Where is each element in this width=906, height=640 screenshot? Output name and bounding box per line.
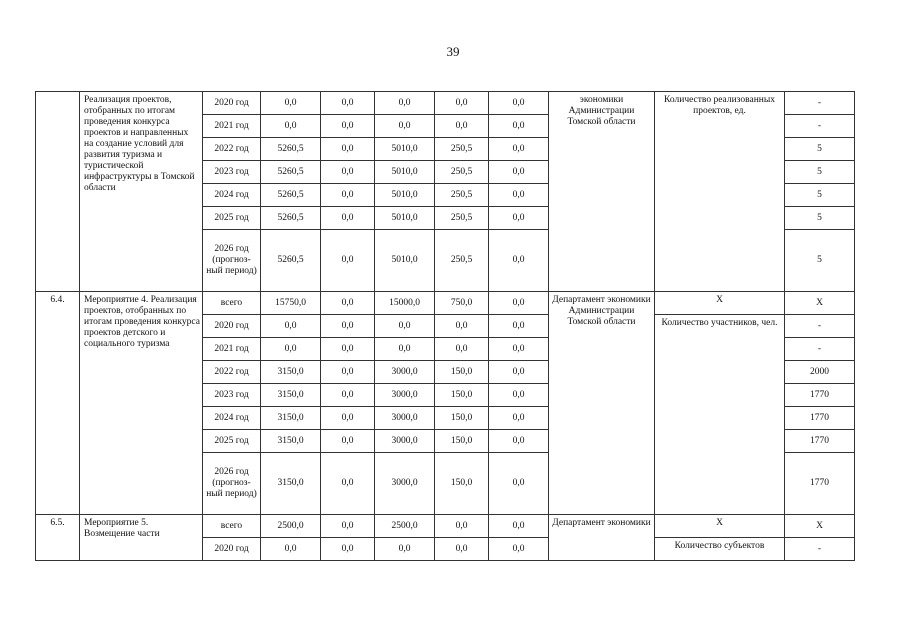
total-cell: 0,0 [261,92,321,115]
indicator-value-cell: - [785,338,855,361]
local-cell: 150,0 [435,453,489,515]
regional-cell: 5010,0 [375,184,435,207]
year-cell: всего [203,292,261,315]
federal-cell: 0,0 [321,292,375,315]
indicator-value-cell: Х [785,515,855,538]
other-cell: 0,0 [489,292,549,315]
indicator-value-cell: - [785,115,855,138]
indicator-value-cell: 1770 [785,430,855,453]
local-cell: 250,5 [435,138,489,161]
local-cell: 250,5 [435,230,489,292]
year-cell: 2020 год [203,315,261,338]
other-cell: 0,0 [489,161,549,184]
federal-cell: 0,0 [321,207,375,230]
total-cell: 0,0 [261,115,321,138]
item-number: 6.5. [36,515,80,561]
year-cell: 2020 год [203,92,261,115]
local-cell: 150,0 [435,361,489,384]
total-cell: 3150,0 [261,384,321,407]
other-cell: 0,0 [489,230,549,292]
total-cell: 5260,5 [261,161,321,184]
year-cell: 2023 год [203,161,261,184]
other-cell: 0,0 [489,538,549,561]
other-cell: 0,0 [489,184,549,207]
other-cell: 0,0 [489,361,549,384]
regional-cell: 5010,0 [375,161,435,184]
indicator-value-cell: 2000 [785,361,855,384]
indicator-cell: Количество субъектов [655,538,785,561]
indicator-value-cell: 5 [785,230,855,292]
total-cell: 3150,0 [261,407,321,430]
federal-cell: 0,0 [321,161,375,184]
local-cell: 150,0 [435,430,489,453]
year-cell: 2024 год [203,184,261,207]
other-cell: 0,0 [489,453,549,515]
local-cell: 0,0 [435,115,489,138]
indicator-value-cell: 5 [785,207,855,230]
page-number: 39 [446,44,460,59]
total-cell: 5260,5 [261,184,321,207]
item-title: Мероприятие 4. Реализация проектов, отобранных по итогам проведения конкурса проектов детского и социального туризма [80,292,203,515]
federal-cell: 0,0 [321,384,375,407]
indicator-value-cell: 5 [785,161,855,184]
federal-cell: 0,0 [321,407,375,430]
total-cell: 3150,0 [261,361,321,384]
local-cell: 0,0 [435,315,489,338]
total-cell: 2500,0 [261,515,321,538]
indicator-value-cell: 5 [785,184,855,207]
total-cell: 3150,0 [261,453,321,515]
indicator-value-cell: 5 [785,138,855,161]
other-cell: 0,0 [489,515,549,538]
local-cell: 250,5 [435,161,489,184]
item-title: Мероприятие 5. Возмещение части [80,515,203,561]
other-cell: 0,0 [489,92,549,115]
federal-cell: 0,0 [321,430,375,453]
regional-cell: 0,0 [375,338,435,361]
year-cell: 2023 год [203,384,261,407]
federal-cell: 0,0 [321,92,375,115]
regional-cell: 15000,0 [375,292,435,315]
total-cell: 15750,0 [261,292,321,315]
other-cell: 0,0 [489,338,549,361]
regional-cell: 5010,0 [375,207,435,230]
total-cell: 0,0 [261,315,321,338]
year-cell: всего [203,515,261,538]
local-cell: 0,0 [435,515,489,538]
table-row [36,92,855,115]
regional-cell: 3000,0 [375,407,435,430]
year-cell: 2026 год (прогноз-ный период) [203,230,261,292]
local-cell: 0,0 [435,538,489,561]
local-cell: 250,5 [435,184,489,207]
regional-cell: 0,0 [375,92,435,115]
local-cell: 250,5 [435,207,489,230]
other-cell: 0,0 [489,384,549,407]
table-row [36,515,855,538]
indicator-value-cell: - [785,315,855,338]
other-cell: 0,0 [489,315,549,338]
local-cell: 0,0 [435,338,489,361]
total-cell: 5260,5 [261,207,321,230]
total-cell: 0,0 [261,338,321,361]
executor-cell: Департамент экономики Администрации Томской области [549,292,655,515]
federal-cell: 0,0 [321,230,375,292]
local-cell: 750,0 [435,292,489,315]
regional-cell: 3000,0 [375,430,435,453]
other-cell: 0,0 [489,115,549,138]
year-cell: 2020 год [203,538,261,561]
other-cell: 0,0 [489,138,549,161]
table-row [36,292,855,315]
indicator-cell: Количество участников, чел. [655,315,785,515]
program-table [35,91,855,561]
federal-cell: 0,0 [321,115,375,138]
indicator-value-cell: - [785,92,855,115]
other-cell: 0,0 [489,407,549,430]
total-cell: 5260,5 [261,138,321,161]
total-cell: 0,0 [261,538,321,561]
executor-cell: Департамент экономики [549,515,655,561]
federal-cell: 0,0 [321,453,375,515]
total-cell: 3150,0 [261,430,321,453]
year-cell: 2025 год [203,430,261,453]
regional-cell: 3000,0 [375,361,435,384]
indicator-cell: Количество реализованных проектов, ед. [655,92,785,292]
regional-cell: 2500,0 [375,515,435,538]
item-number: 6.4. [36,292,80,515]
federal-cell: 0,0 [321,538,375,561]
regional-cell: 3000,0 [375,453,435,515]
other-cell: 0,0 [489,207,549,230]
regional-cell: 5010,0 [375,138,435,161]
regional-cell: 5010,0 [375,230,435,292]
executor-cell: экономики Администрации Томской области [549,92,655,292]
local-cell: 150,0 [435,384,489,407]
other-cell: 0,0 [489,430,549,453]
year-cell: 2021 год [203,338,261,361]
local-cell: 150,0 [435,407,489,430]
indicator-cell: Х [655,515,785,538]
table-body [36,92,855,561]
regional-cell: 0,0 [375,538,435,561]
regional-cell: 3000,0 [375,384,435,407]
federal-cell: 0,0 [321,361,375,384]
federal-cell: 0,0 [321,138,375,161]
indicator-value-cell: Х [785,292,855,315]
federal-cell: 0,0 [321,515,375,538]
year-cell: 2026 год (прогноз-ный период) [203,453,261,515]
year-cell: 2022 год [203,361,261,384]
item-number [36,92,80,292]
regional-cell: 0,0 [375,315,435,338]
year-cell: 2025 год [203,207,261,230]
year-cell: 2024 год [203,407,261,430]
indicator-value-cell: - [785,538,855,561]
item-title: Реализация проектов, отобранных по итогам проведения конкурса проектов и направленных на создание условий для развития туризма и туристической инфраструктуры в Томской области [80,92,203,292]
total-cell: 5260,5 [261,230,321,292]
federal-cell: 0,0 [321,338,375,361]
indicator-value-cell: 1770 [785,453,855,515]
federal-cell: 0,0 [321,315,375,338]
regional-cell: 0,0 [375,115,435,138]
year-cell: 2021 год [203,115,261,138]
federal-cell: 0,0 [321,184,375,207]
indicator-cell: Х [655,292,785,315]
indicator-value-cell: 1770 [785,407,855,430]
indicator-value-cell: 1770 [785,384,855,407]
local-cell: 0,0 [435,92,489,115]
year-cell: 2022 год [203,138,261,161]
